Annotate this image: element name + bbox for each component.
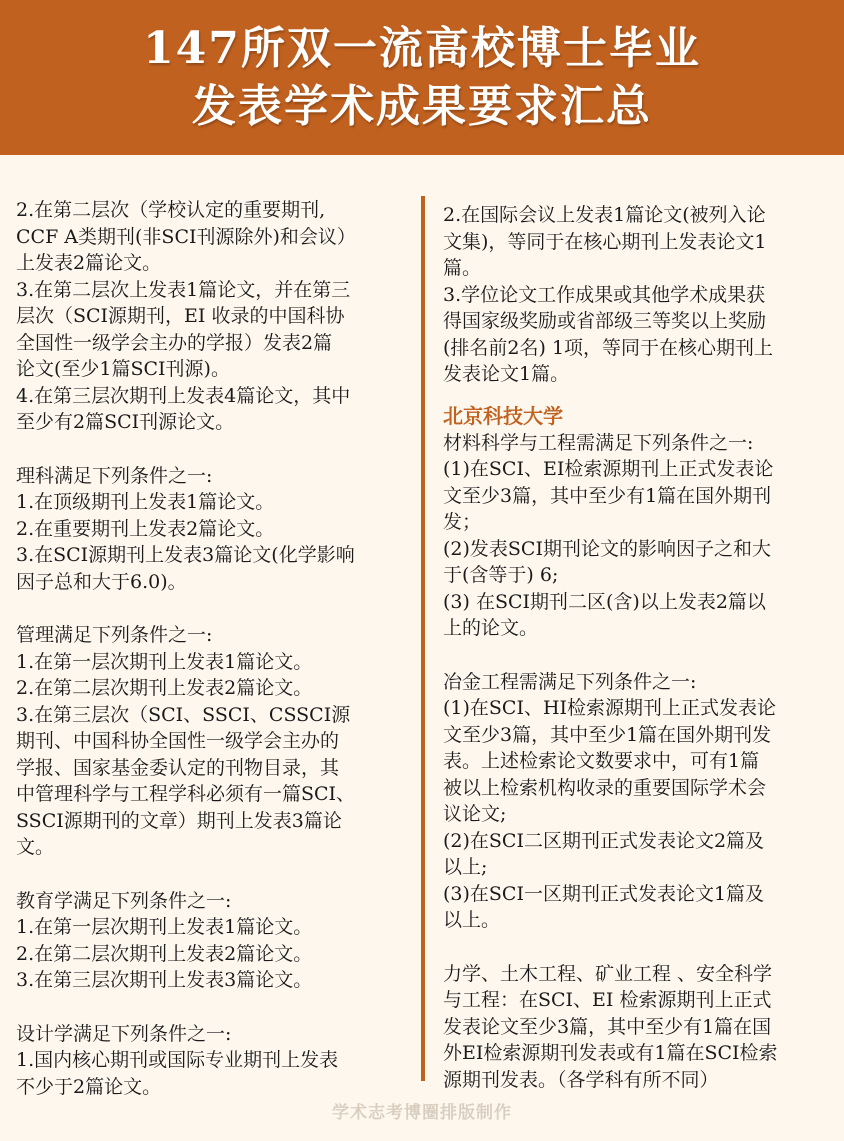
text-line: 1.在第一层次期刊上发表1篇论文。 <box>16 916 313 938</box>
text-line: 3.在第三层次（SCI、SSCI、CSSCI源 <box>16 703 351 726</box>
text-line: 得国家级奖励或省部级三等奖以上奖励 <box>443 310 767 332</box>
text-line: 层次（SCI源期刊，EI 收录的中国科协 <box>16 305 345 327</box>
text-line: 因子总和大于6.0)。 <box>16 570 187 593</box>
text-line: 学报、国家基金委认定的刊物目录，其 <box>16 756 340 779</box>
text-line: 2.在第二层次期刊上发表2篇论文。 <box>16 942 313 965</box>
text-line: 3.在第二层次上发表1篇论文，并在第三 <box>16 278 351 301</box>
text-line: 篇。 <box>443 257 482 279</box>
right-block-metallurgy <box>443 669 828 934</box>
text-line: 文集)，等同于在核心期刊上发表论文1 <box>443 230 767 253</box>
text-line: 被以上检索机构收录的重要国际学术会 <box>443 776 767 799</box>
right-block-1 <box>443 202 828 388</box>
right-block-materials <box>443 430 828 642</box>
right-column <box>443 202 828 1120</box>
text-line: 与工程：在SCI、EI 检索源期刊上正式 <box>443 989 772 1011</box>
right-block-mechanics <box>443 961 828 1094</box>
text-line: 不少于2篇论文。 <box>16 1075 162 1098</box>
text-line: 外EI检索源期刊发表或有1篇在SCI检索 <box>443 1042 778 1064</box>
text-line: 设计学满足下列条件之一: <box>16 1022 232 1045</box>
text-line: 期刊、中国科协全国性一级学会主办的 <box>16 730 340 752</box>
text-line: 发表论文1篇。 <box>443 363 570 385</box>
text-line: (2)发表SCI期刊论文的影响因子之和大 <box>443 537 771 560</box>
text-line: 2.在重要期刊上发表2篇论文。 <box>16 517 275 540</box>
text-line: 1.国内核心期刊或国际专业期刊上发表 <box>16 1049 339 1071</box>
left-block-design <box>16 1021 408 1101</box>
text-line: (3)在SCI一区期刊正式发表论文1篇及 <box>443 882 765 905</box>
text-line: 材料科学与工程需满足下列条件之一: <box>443 431 754 454</box>
text-line: 以上。 <box>443 909 501 931</box>
text-line: 3.学位论文工作成果或其他学术成果获 <box>443 283 766 306</box>
text-line: 至少有2篇SCI刊源论文。 <box>16 411 235 433</box>
text-line: 全国性一级学会主办的学报）发表2篇 <box>16 331 333 354</box>
text-line: 管理满足下列条件之一: <box>16 624 213 646</box>
left-column <box>16 197 408 1127</box>
left-block-education <box>16 888 408 994</box>
text-line: 3.在SCI源期刊上发表3篇论文(化学影响 <box>16 544 355 566</box>
text-line: 力学、土木工程、矿业工程 、安全科学 <box>443 962 773 985</box>
text-line: CCF A类期刊(非SCI刊源除外)和会议） <box>16 225 356 248</box>
text-line: (3) 在SCI期刊二区(含)以上发表2篇以 <box>443 590 766 613</box>
university-name: 北京科技大学 <box>443 403 563 428</box>
text-line: 理科满足下列条件之一: <box>16 464 213 487</box>
text-line: 议论文; <box>443 803 507 825</box>
text-line: 发； <box>443 511 482 533</box>
text-line: 1.在顶级期刊上发表1篇论文。 <box>16 491 275 513</box>
title-line-1: 147所双一流高校博士毕业 <box>143 22 701 74</box>
text-line: 表。上述检索论文数要求中，可有1篇 <box>443 750 760 772</box>
left-block-science <box>16 463 408 596</box>
text-line: 文至少3篇，其中至少有1篇在国外期刊 <box>443 484 772 507</box>
text-line: (1)在SCI、HI检索源期刊上正式发表论 <box>443 697 777 719</box>
watermark: 学术志考博圈排版制作 <box>332 1103 512 1123</box>
text-line: 中管理科学与工程学科必须有一篇SCI、 <box>16 783 356 805</box>
text-line: (1)在SCI、EI检索源期刊上正式发表论 <box>443 458 774 480</box>
text-line: 论文(至少1篇SCI刊源)。 <box>16 358 230 380</box>
text-line: 1.在第一层次期刊上发表1篇论文。 <box>16 650 313 673</box>
title-line-2: 发表学术成果要求汇总 <box>192 80 652 132</box>
text-line: 上的论文。 <box>443 617 539 639</box>
text-line: 冶金工程需满足下列条件之一: <box>443 670 697 693</box>
text-line: 3.在第三层次期刊上发表3篇论文。 <box>16 969 313 991</box>
text-line: (2)在SCI二区期刊正式发表论文2篇及 <box>443 829 765 852</box>
text-line: 上发表2篇论文。 <box>16 252 162 274</box>
text-line: 文至少3篇，其中至少1篇在国外期刊发 <box>443 723 772 746</box>
title-banner <box>0 0 844 155</box>
text-line: 4.在第三层次期刊上发表4篇论文，其中 <box>16 384 351 407</box>
left-block-1 <box>16 197 408 436</box>
text-line: 2.在国际会议上发表1篇论文(被列入论 <box>443 204 766 226</box>
text-line: SSCI源期刊的文章）期刊上发表3篇论 <box>16 809 342 832</box>
text-line: 2.在第二层次期刊上发表2篇论文。 <box>16 677 313 699</box>
text-line: 文。 <box>16 836 55 858</box>
text-line: 以上; <box>443 856 488 878</box>
text-line: 2.在第二层次（学校认定的重要期刊, <box>16 199 326 221</box>
text-line: 于(含等于) 6; <box>443 564 559 586</box>
text-line: 源期刊发表。（各学科有所不同） <box>443 1068 719 1091</box>
text-line: 教育学满足下列条件之一: <box>16 889 232 912</box>
text-line: 发表论文至少3篇，其中至少有1篇在国 <box>443 1015 772 1038</box>
column-divider <box>421 196 425 1081</box>
text-line: (排名前2名) 1项，等同于在核心期刊上 <box>443 336 774 359</box>
left-block-management <box>16 622 408 861</box>
